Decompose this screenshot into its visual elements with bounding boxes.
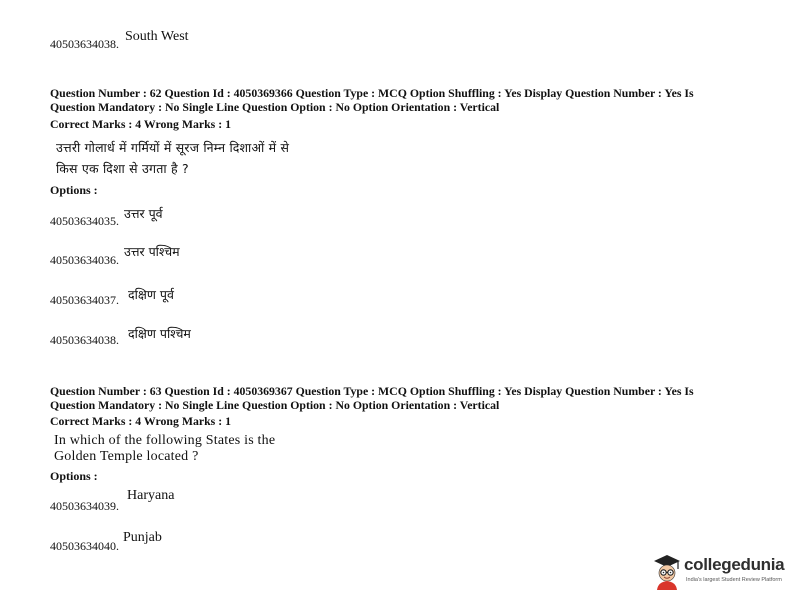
question-meta-line: Question Number : 63 Question Id : 4050369367 Question Type : MCQ Option Shuffling : Yes Display Question Number : Yes Is bbox=[50, 384, 694, 398]
option-number: 40503634038. bbox=[50, 37, 119, 51]
option-number: 40503634035. bbox=[50, 214, 119, 228]
collegedunia-watermark bbox=[650, 550, 785, 594]
option-text: Haryana bbox=[127, 488, 175, 503]
graduate-mascot-icon bbox=[650, 552, 684, 592]
option-number: 40503634036. bbox=[50, 253, 119, 267]
question-text-line: Golden Temple located ? bbox=[54, 449, 199, 464]
option-text: दक्षिण पश्चिम bbox=[128, 326, 191, 341]
options-label: Options : bbox=[50, 183, 98, 197]
option-number: 40503634038. bbox=[50, 333, 119, 347]
option-text: Punjab bbox=[123, 530, 162, 545]
option-text: South West bbox=[125, 29, 189, 44]
watermark-brand: collegedunia bbox=[684, 555, 785, 574]
option-text: दक्षिण पूर्व bbox=[128, 287, 174, 302]
option-text: उत्तर पश्चिम bbox=[124, 244, 180, 259]
option-number: 40503634037. bbox=[50, 293, 119, 307]
question-marks: Correct Marks : 4 Wrong Marks : 1 bbox=[50, 117, 231, 131]
question-text-line: In which of the following States is the bbox=[54, 433, 276, 448]
question-meta-line: Question Number : 62 Question Id : 4050369366 Question Type : MCQ Option Shuffling : Yes Display Question Number : Yes Is bbox=[50, 86, 694, 100]
option-number: 40503634039. bbox=[50, 499, 119, 513]
question-marks: Correct Marks : 4 Wrong Marks : 1 bbox=[50, 414, 231, 428]
question-meta-line: Question Mandatory : No Single Line Question Option : No Option Orientation : Vertical bbox=[50, 398, 500, 412]
watermark-tagline: India's largest Student Review Platform bbox=[686, 577, 782, 583]
options-label: Options : bbox=[50, 469, 98, 483]
option-text: उत्तर पूर्व bbox=[124, 206, 163, 221]
question-text-line: किस एक दिशा से उगता है ? bbox=[56, 161, 189, 176]
question-text-line: उत्तरी गोलार्ध में गर्मियों में सूरज निम्न दिशाओं में से bbox=[56, 140, 290, 155]
option-number: 40503634040. bbox=[50, 539, 119, 553]
question-meta-line: Question Mandatory : No Single Line Question Option : No Option Orientation : Vertical bbox=[50, 100, 500, 114]
